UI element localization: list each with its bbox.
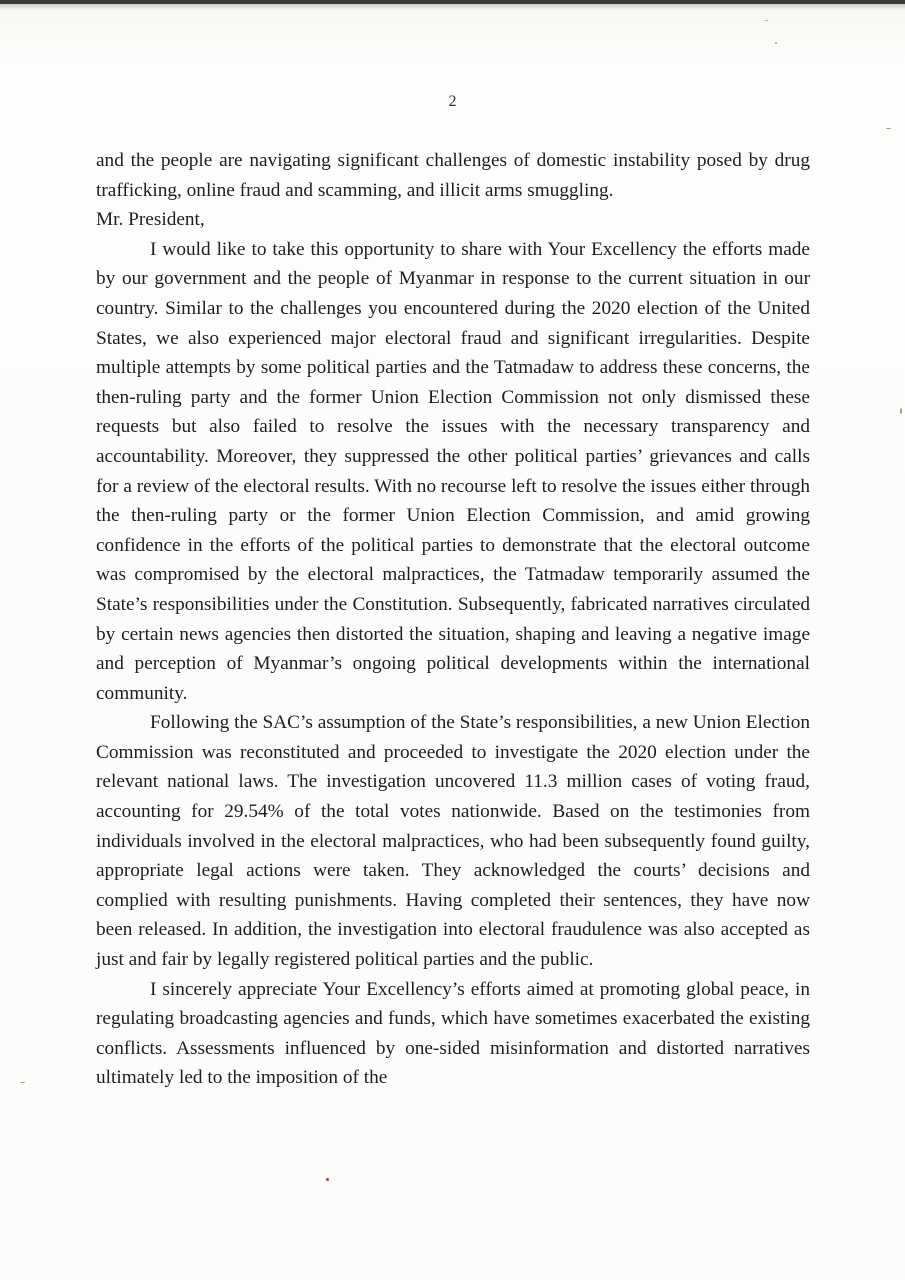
paragraph-election-fraud: I would like to take this opportunity to share with Your Excellency the efforts made by our government and the people of Myanmar in response to the current situation in our country. Similar to the challenges you encountered during the 2020 election of the United States, we also experienced major electoral fraud and significant irregularities. Despite multiple attempts by some political parties and the Tatmadaw to address these concerns, the then-ruling party and the former Union Election Commission not only dismissed these requests but also failed to resolve the issues with the necessary transparency and accountability. Moreover, they suppressed the other political parties’ grievances and calls for a review of the electoral results. With no recourse left to resolve the issues either through the then-ruling party or the former Union Election Commission, and amid growing confidence in the efforts of the political parties to demonstrate that the electoral outcome was compromised by the electoral malpractices, the Tatmadaw temporarily assumed the State’s responsibilities under the Constitution. Subsequently, fabricated narratives circulated by certain news agencies then distorted the situation, shaping and leaving a negative image and perception of Myanmar’s ongoing political developments within the international community.: [96, 238, 810, 704]
scan-speck: [900, 408, 902, 414]
scan-speck: [20, 1082, 25, 1083]
scan-speck: [775, 42, 777, 44]
scan-top-shadow: [0, 4, 905, 10]
paragraph-appreciation: I sincerely appreciate Your Excellency’s efforts aimed at promoting global peace, in regulating broadcasting agencies and funds, which have sometimes exacerbated the existing conflicts. Assessments influenced by one-sided misinformation and distorted narratives ultimately led to the imposition of the: [96, 978, 810, 1089]
scan-speck: [886, 128, 891, 129]
scan-speck: [765, 20, 768, 21]
scan-speck: [326, 1178, 329, 1181]
page-number: 2: [448, 93, 457, 110]
paragraph-investigation: Following the SAC’s assumption of the State’s responsibilities, a new Union Election Commission was reconstituted and proceeded to investigate the 2020 election under the relevant national laws. The investigation uncovered 11.3 million cases of voting fraud, accounting for 29.54% of the total votes nationwide. Based on the testimonies from individuals involved in the electoral malpractices, who had been subsequently found guilty, appropriate legal actions were taken. They acknowledged the courts’ decisions and complied with resulting punishments. Having completed their sentences, they have now been released. In addition, the investigation into electoral fraudulence was also accepted as just and fair by legally registered political parties and the public.: [96, 712, 810, 971]
salutation: Mr. President,: [96, 209, 205, 231]
letter-body: [96, 146, 810, 1093]
paragraph-continuation: and the people are navigating significant challenges of domestic instability posed by drug trafficking, online fraud and scamming, and illicit arms smuggling.: [96, 150, 810, 201]
